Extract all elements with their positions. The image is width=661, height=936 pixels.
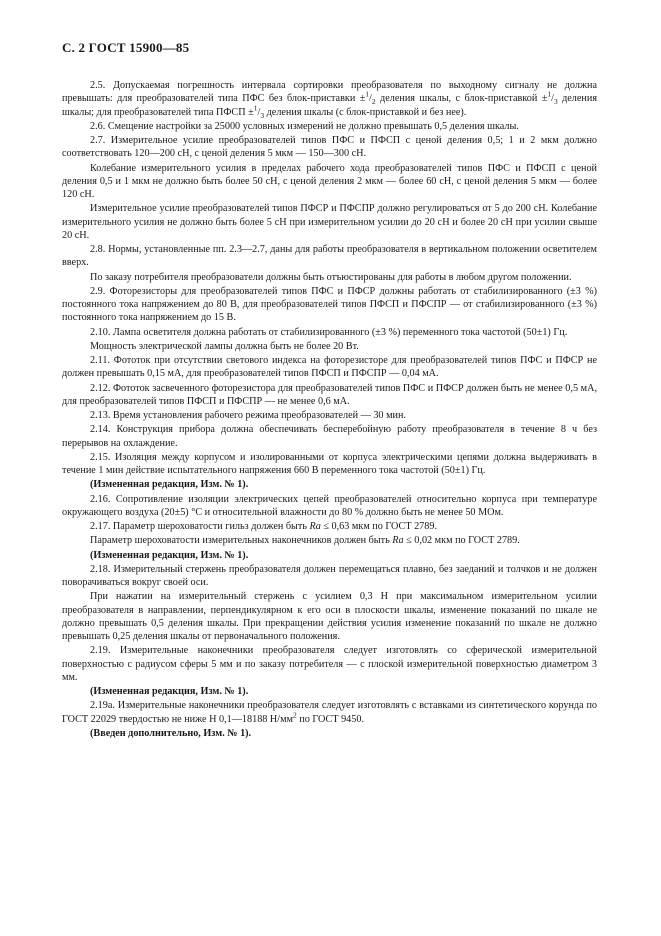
paragraph-2-5: 2.5. Допускаемая погрешность интервала сортировки преобразователя по выходному сигналу не должна превышать: для преобразователей типа ПФС без блок-приставки $\pm^1/_2$ деления шкалы, с блок-приставкой $\pm^1/_3$ деления шкалы; для преобразователей типа ПФСП $\pm^1/_3$ деления шкалы (с блок-приставкой и без нее). bbox=[62, 80, 598, 120]
text: ≤ 0,02 мкм по ГОСТ 2789. bbox=[403, 535, 520, 547]
paragraph: Мощность электрической лампы должна быть не более 20 Вт. bbox=[90, 340, 359, 352]
document-body bbox=[62, 79, 597, 741]
amendment-note: (Измененная редакция, Изм. № 1). bbox=[90, 549, 249, 561]
text: 2.5. Допускаемая погрешность интервала сортировки преобразователя по выходному сигналу не должна превышать: для преобразователей типа ПФС без блок-приставки ± bbox=[62, 80, 597, 105]
page-header: С. 2 ГОСТ 15900—85 bbox=[62, 40, 190, 55]
fraction-numerator: 1 bbox=[253, 103, 258, 113]
paragraph-2-9: 2.9. Фоторезисторы для преобразователей типов ПФС и ПФСР должны работать от стабилизированного (±3 %) постоянного тока напряжением до 80 В, для преобразователей типов ПФСП и ПФСПР — от стабилизированного (±3 %) постоянного тока напряжением до 15 В. bbox=[62, 285, 597, 324]
text: 2.17. Параметр шероховатости гильз должен быть bbox=[90, 521, 310, 532]
ra-symbol: Ra bbox=[392, 535, 404, 547]
paragraph-2-19: 2.19. Измерительные наконечники преобразователя следует изготовлять со сферической измерительной поверхностью с радиусом сферы 5 мм и по заказу потребителя — с плоской измерительной поверхностью диаметром 3 мм. bbox=[62, 645, 597, 683]
paragraph: По заказу потребителя преобразователи должны быть отъюстированы для работы в любом другом положении. bbox=[90, 271, 572, 283]
ra-symbol: Ra bbox=[309, 521, 321, 532]
paragraph-2-8: 2.8. Нормы, установленные пп. 2.3—2.7, даны для работы преобразователя в вертикальном положении осветителем вверх. bbox=[62, 244, 597, 269]
paragraph-2-12: 2.12. Фототок засвеченного фоторезистора для преобразователей типов ПФС и ПФСР должен быть не менее 0,5 мА, для преобразователей типов ПФСП и ПФСПР — не менее 0,6 мА. bbox=[62, 382, 597, 407]
paragraph: Колебание измерительного усилия в пределах рабочего хода преобразователей типов ПФС и ПФСП с ценой деления 0,5 и 1 мкм не должно быть более 50 сН, с ценой деления 2 мкм — более 60 сН, с ценой деления 5 мкм — более 120 сН. bbox=[62, 162, 597, 200]
paragraph-2-11: 2.11. Фототок при отсутствии светового индекса на фоторезисторе для преобразователей типов ПФС и ПФСР не должен превышать 0,15 мА, для преобразователей типов ПФСП и ПФСПР — 0,04 мА. bbox=[62, 355, 597, 380]
paragraph-2-10: 2.10. Лампа осветителя должна работать от стабилизированного (±3 %) переменного тока частотой (50±1) Гц. bbox=[90, 326, 568, 338]
text: Параметр шероховатости измерительных наконечников должен быть bbox=[90, 535, 393, 547]
amendment-note: (Измененная редакция, Изм. № 1). bbox=[90, 686, 249, 697]
amendment-note: (Введен дополнительно, Изм. № 1). bbox=[90, 727, 252, 739]
text: деления шкалы; для преобразователей типа ПФСП ± bbox=[62, 93, 598, 118]
superscript: 2 bbox=[293, 710, 297, 720]
paragraph-2-16: 2.16. Сопротивление изоляции электрических цепей преобразователей относительно корпуса при температуре окружающего воздуха (20±5) °С и относительной влажности до 80 % должно быть не менее 50 МОм. bbox=[62, 493, 597, 518]
paragraph-2-17 bbox=[62, 520, 597, 533]
paragraph: При нажатии на измерительный стержень с усилием 0,3 Н при максимальном измерительном усилии преобразователя в направлении, перпендикулярном к его оси в плоскости шкалы, изменение показаний по шкале не должно превышать 0,5 деления шкалы. При прекращении действия усилия изменение показаний по шкале не должно превышать 0,25 деления шкалы от первоначального положения. bbox=[62, 591, 597, 642]
paragraph-2-14: 2.14. Конструкция прибора должна обеспечивать бесперебойную работу преобразователя в течение 8 ч без перерывов на охлаждение. bbox=[62, 424, 597, 449]
text: деления шкалы, с блок-приставкой ± bbox=[375, 93, 548, 105]
paragraph-2-7: 2.7. Измерительное усилие преобразователей типов ПФС и ПФСП с ценой деления 0,5; 1 и 2 мкм должно соответствовать 120—200 сН, с ценой деления 5 мкм — 150—300 сН. bbox=[62, 135, 597, 160]
text: по ГОСТ 9450. bbox=[299, 713, 365, 725]
amendment-note: (Измененная редакция, Изм. № 1). bbox=[90, 479, 249, 491]
text: деления шкалы (с блок-приставкой и без нее). bbox=[264, 106, 467, 118]
fraction-numerator: 1 bbox=[547, 89, 552, 99]
paragraph-2-19a bbox=[62, 699, 597, 726]
paragraph bbox=[62, 534, 597, 547]
fraction-denominator: 3 bbox=[553, 97, 558, 107]
fraction-denominator: 2 bbox=[371, 97, 376, 107]
text: 2.19а. Измерительные наконечники преобразователя следует изготовлять с вставками из синтетического корунда по ГОСТ 22029 твердостью не ниже Н 0,1—18188 Н/мм bbox=[62, 700, 597, 725]
paragraph-2-15: 2.15. Изоляция между корпусом и изолированными от корпуса электрическими цепями должна выдерживать в течение 1 мин действие испытательного напряжения 660 В переменного тока частотой (50±1) Гц. bbox=[62, 451, 597, 476]
paragraph-2-13: 2.13. Время установления рабочего режима преобразователей — 30 мин. bbox=[90, 410, 406, 421]
paragraph-2-6: 2.6. Смещение настройки за 25000 условных измерений не должно превышать 0,5 деления шкалы. bbox=[90, 120, 519, 132]
fraction-numerator: 1 bbox=[365, 89, 370, 99]
paragraph: Измерительное усилие преобразователей типов ПФСР и ПФСПР должно регулироваться от 5 до 200 сН. Колебание измерительного усилия не должно быть более 5 сН при измерительном усилии до 20 сН и более 20 сН при усилии свыше 20 сН. bbox=[62, 203, 597, 241]
fraction-denominator: 3 bbox=[260, 110, 265, 120]
text: ≤ 0,63 мкм по ГОСТ 2789. bbox=[320, 521, 438, 532]
paragraph-2-18: 2.18. Измерительный стержень преобразователя должен перемещаться плавно, без заеданий и толчков и не должен поворачиваться вокруг своей оси. bbox=[62, 563, 597, 588]
